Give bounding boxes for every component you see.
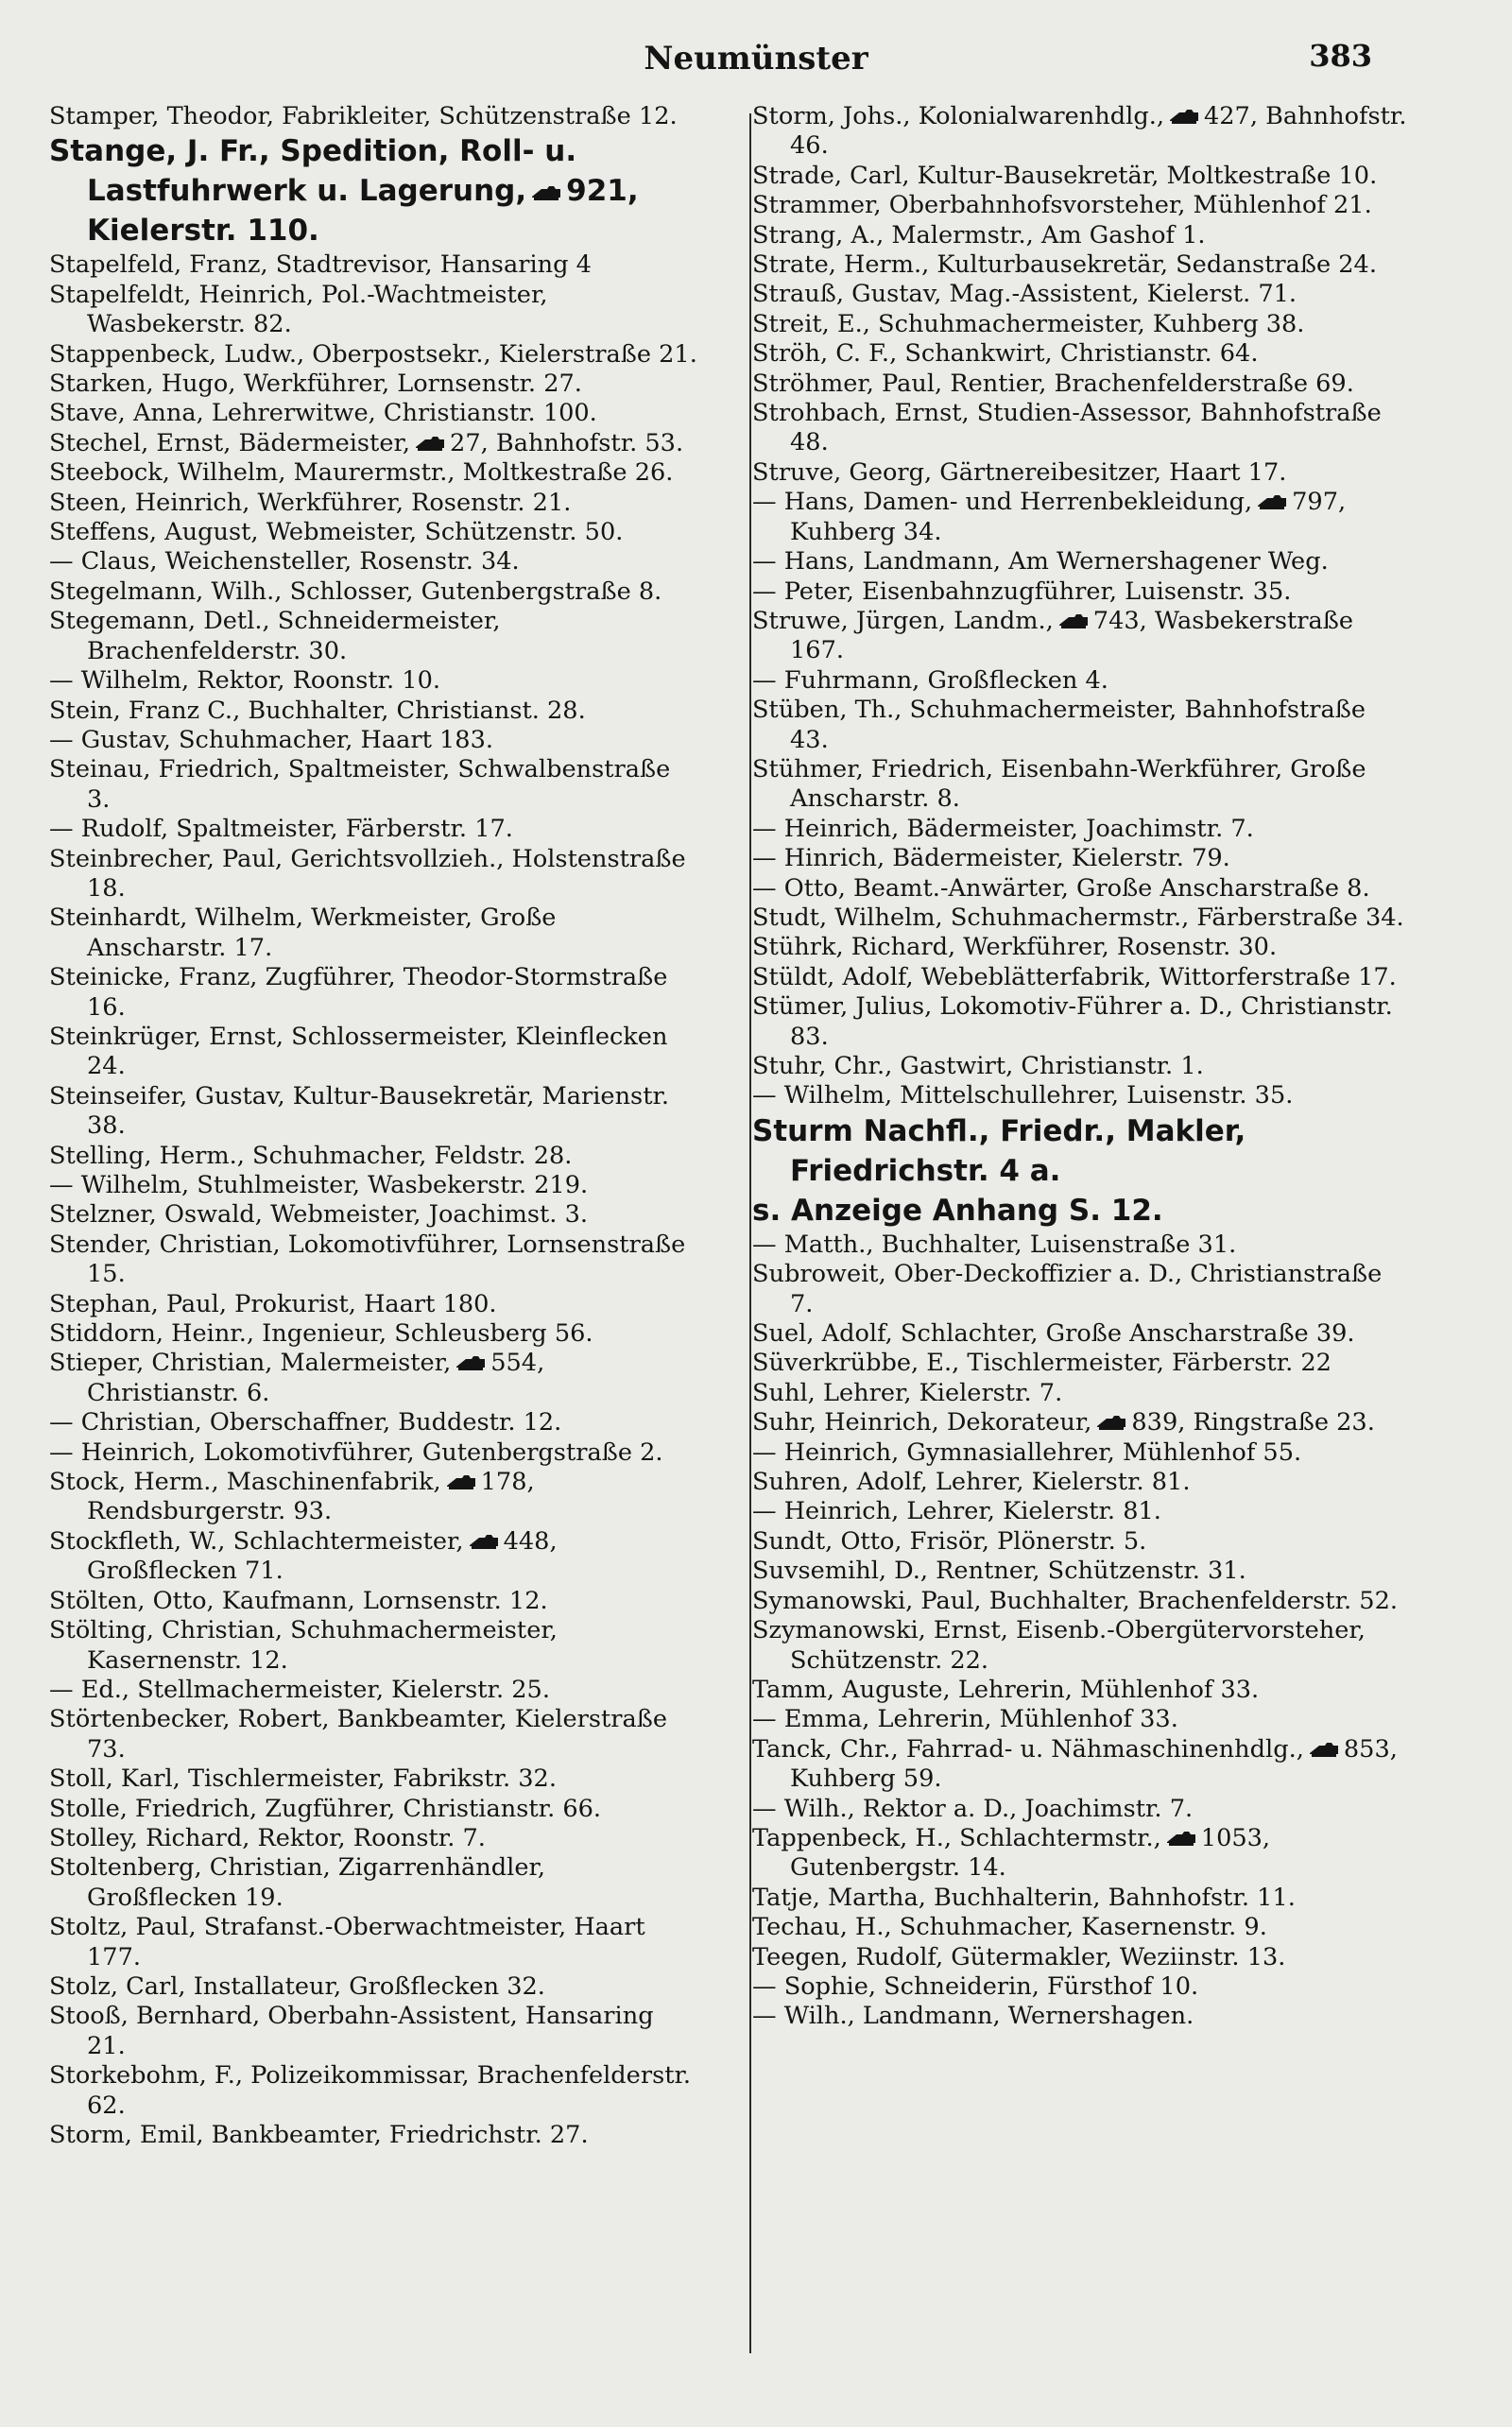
entry-text: — Ed., Stellmachermeister, Kielerstr. 25. [49, 1675, 550, 1704]
entry-text: Sturm Nachfl., Friedr., Makler, Friedrichstr. 4 a. [752, 1113, 1246, 1188]
entry-text: — Matth., Buchhalter, Luisenstraße 31. [752, 1230, 1237, 1259]
directory-entry [752, 1408, 1410, 1437]
directory-entry [752, 904, 1410, 933]
directory-entry [752, 191, 1410, 220]
directory-entry [752, 933, 1410, 962]
directory-entry [49, 963, 699, 1023]
directory-entry [49, 489, 699, 518]
directory-entry [752, 250, 1410, 280]
directory-entry [752, 1795, 1410, 1824]
page-number: 383 [1309, 38, 1372, 74]
directory-entry [752, 399, 1410, 458]
entry-text: Stühmer, Friedrich, Eisenbahn-Werkführer, Große Anscharstr. 8. [752, 754, 1366, 814]
directory-entry [752, 370, 1410, 399]
directory-entry [752, 2002, 1410, 2031]
entry-text: — Sophie, Schneiderin, Fürsthof 10. [752, 1971, 1199, 2001]
directory-entry [49, 1200, 699, 1230]
entry-text: Starken, Hugo, Werkführer, Lornsenstr. 27. [49, 370, 582, 399]
phone-number: 27 [450, 428, 481, 457]
directory-entry [49, 1972, 699, 2002]
entry-text: — Hans, Landmann, Am Wernershagener Weg. [752, 547, 1329, 577]
directory-entry [752, 280, 1410, 309]
entry-text: Stolley, Richard, Rektor, Roonstr. 7. [49, 1823, 486, 1852]
telephone-icon [468, 1534, 500, 1550]
directory-entry [752, 310, 1410, 339]
entry-text: Stiddorn, Heinr., Ingenieur, Schleusberg 56. [49, 1319, 593, 1349]
phone-number: 554 [490, 1349, 538, 1378]
directory-entry [49, 429, 699, 458]
entry-text: Stüldt, Adolf, Webeblätterfabrik, Wittorferstraße 17. [752, 962, 1397, 991]
directory-entry [49, 2002, 699, 2061]
entry-text: Suel, Adolf, Schlachter, Große Anscharstraße 39. [752, 1319, 1355, 1349]
entry-text: Stüben, Th., Schuhmachermeister, Bahnhofstraße 43. [752, 696, 1366, 754]
entry-text: Stock, Herm., Maschinenfabrik, [49, 1468, 441, 1497]
entry-text: Süverkrübbe, E., Tischlermeister, Färberstr. 22 [752, 1349, 1332, 1378]
entry-text: — Wilh., Landmann, Wernershagen. [752, 2002, 1194, 2031]
phone-number: 797 [1292, 488, 1338, 517]
directory-entry [49, 1705, 699, 1764]
column-divider [749, 113, 751, 2353]
entry-address: , Bahnhofstr. 46. [790, 102, 1407, 161]
entry-text: Suhr, Heinrich, Dekorateur, [752, 1408, 1092, 1437]
directory-entry [752, 1111, 1410, 1191]
directory-entry [752, 1052, 1410, 1081]
directory-entry [752, 102, 1410, 162]
directory-entry [49, 1676, 699, 1705]
directory-entry [752, 1319, 1410, 1349]
directory-entry [752, 339, 1410, 369]
directory-entry [49, 281, 699, 340]
entry-text: Strang, A., Malermstr., Am Gashof 1. [752, 220, 1206, 250]
directory-entry [752, 1913, 1410, 1942]
telephone-icon [1095, 1415, 1127, 1431]
entry-text: Strate, Herm., Kulturbausekretär, Sedanstraße 24. [752, 250, 1377, 280]
telephone-icon [445, 1474, 477, 1490]
directory-entry [49, 815, 699, 844]
directory-entry [752, 1587, 1410, 1616]
entry-text: Stappenbeck, Ludw., Oberpostsekr., Kielerstraße 21. [49, 339, 697, 369]
directory-entry [49, 102, 699, 131]
entry-text: Stegemann, Detl., Schneidermeister, Brachenfelderstr. 30. [49, 607, 501, 665]
entry-text: Techau, H., Schuhmacher, Kasernenstr. 9. [752, 1913, 1267, 1942]
directory-entry [752, 1972, 1410, 2002]
entry-text: Szymanowski, Ernst, Eisenb.-Obergütervorsteher, Schützenstr. 22. [752, 1616, 1366, 1675]
directory-entry [49, 1408, 699, 1437]
entry-text: Stein, Franz C., Buchhalter, Christianst. 28. [49, 696, 586, 725]
entry-text: — Hinrich, Bädermeister, Kielerstr. 79. [752, 844, 1230, 873]
entry-text: — Hans, Damen- und Herrenbekleidung, [752, 488, 1253, 517]
directory-entry [49, 1616, 699, 1676]
entry-address: , Großflecken 71. [87, 1526, 558, 1586]
directory-entry [49, 250, 699, 280]
entry-address: , Christianstr. 6. [87, 1349, 545, 1407]
phone-number: 921 [566, 174, 627, 209]
directory-entry [49, 1142, 699, 1171]
entry-address: , Kuhberg 34. [790, 488, 1347, 546]
directory-entry [49, 340, 699, 370]
entry-text: Tappenbeck, H., Schlachtermstr., [752, 1823, 1161, 1852]
entry-text: Teegen, Rudolf, Gütermakler, Weziinstr. 13. [752, 1942, 1286, 1971]
entry-text: Stange, J. Fr., Spedition, Roll- u. Lastfuhrwerk u. Lagerung, [49, 134, 577, 209]
entry-text: Störtenbecker, Robert, Bankbeamter, Kielerstraße 73. [49, 1705, 668, 1764]
entry-text: Stapelfeld, Franz, Stadtrevisor, Hansaring 4 [49, 250, 592, 280]
entry-text: Ströh, C. F., Schankwirt, Christianstr. 64. [752, 339, 1259, 369]
phone-number: 427 [1203, 102, 1250, 130]
entry-text: — Heinrich, Lokomotivführer, Gutenbergstraße 2. [49, 1437, 663, 1467]
entry-text: Stamper, Theodor, Fabrikleiter, Schützenstraße 12. [49, 102, 678, 130]
directory-entry [752, 815, 1410, 844]
entry-text: Tanck, Chr., Fahrrad- u. Nähmaschinenhdlg., [752, 1734, 1304, 1764]
directory-entry [752, 1468, 1410, 1497]
entry-text: Studt, Wilhelm, Schuhmachermstr., Färberstraße 34. [752, 903, 1404, 932]
directory-entry [752, 1081, 1410, 1110]
directory-entry [49, 1171, 699, 1200]
directory-entry [752, 874, 1410, 904]
telephone-icon [1057, 613, 1090, 629]
directory-entry [752, 1191, 1410, 1231]
directory-entry [752, 992, 1410, 1052]
entry-text: Steinseifer, Gustav, Kultur-Bausekretär, Marienstr. 38. [49, 1081, 670, 1141]
directory-entry [752, 666, 1410, 696]
directory-entry [752, 1824, 1410, 1884]
entry-text: Stümer, Julius, Lokomotiv-Führer a. D., Christianstr. 83. [752, 992, 1393, 1051]
directory-entry [49, 577, 699, 607]
directory-entry [49, 2121, 699, 2150]
right-column [752, 102, 1410, 2032]
directory-entry [752, 1884, 1410, 1913]
entry-text: — Emma, Lehrerin, Mühlenhof 33. [752, 1705, 1178, 1734]
entry-text: Stephan, Paul, Prokurist, Haart 180. [49, 1289, 497, 1318]
directory-entry [752, 1735, 1410, 1795]
page-header [0, 32, 1512, 89]
entry-text: — Peter, Eisenbahnzugführer, Luisenstr. 35. [752, 577, 1292, 606]
entry-text: Strade, Carl, Kultur-Bausekretär, Moltkestraße 10. [752, 161, 1378, 190]
entry-text: Stolz, Carl, Installateur, Großflecken 32. [49, 1971, 545, 2001]
entry-text: Sundt, Otto, Frisör, Plönerstr. 5. [752, 1526, 1147, 1556]
directory-entry [752, 1349, 1410, 1378]
entry-text: Suvsemihl, D., Rentner, Schützenstr. 31. [752, 1557, 1246, 1586]
entry-text: Stelling, Herm., Schuhmacher, Feldstr. 28. [49, 1141, 573, 1170]
directory-entry [49, 518, 699, 547]
directory-entry [49, 2061, 699, 2121]
entry-text: Strammer, Oberbahnhofsvorsteher, Mühlenhof 21. [752, 191, 1372, 220]
directory-entry [49, 904, 699, 963]
entry-text: Stoltz, Paul, Strafanst.-Oberwachtmeister, Haart 177. [49, 1913, 645, 1971]
directory-entry [752, 1616, 1410, 1676]
entry-address: , Bahnhofstr. 53. [480, 428, 684, 457]
entry-text: Stieper, Christian, Malermeister, [49, 1349, 452, 1378]
entry-text: Storkebohm, F., Polizeikommissar, Brachenfelderstr. 62. [49, 2061, 692, 2120]
directory-entry [49, 399, 699, 428]
entry-text: Steinhardt, Wilhelm, Werkmeister, Große Anscharstr. 17. [49, 904, 557, 962]
entry-text: Stölten, Otto, Kaufmann, Lornsenstr. 12. [49, 1586, 548, 1615]
entry-text: Stooß, Bernhard, Oberbahn-Assistent, Hansaring 21. [49, 2002, 654, 2060]
directory-entry [49, 1913, 699, 1972]
entry-text: Stockfleth, W., Schlachtermeister, [49, 1526, 464, 1556]
entry-text: Stegelmann, Wilh., Schlosser, Gutenbergstraße 8. [49, 577, 662, 606]
telephone-icon [1165, 1831, 1197, 1847]
entry-address: , Kuhberg 59. [790, 1734, 1398, 1794]
directory-entry [752, 221, 1410, 250]
directory-entry [752, 1557, 1410, 1586]
directory-entry [752, 844, 1410, 873]
entry-text: — Otto, Beamt.-Anwärter, Große Anscharstraße 8. [752, 873, 1370, 903]
directory-entry [49, 1587, 699, 1616]
directory-entry [752, 607, 1410, 666]
entry-address: , Kielerstr. 110. [87, 174, 639, 249]
entry-text: Stelzner, Oswald, Webmeister, Joachimst. 3. [49, 1200, 588, 1230]
entry-text: Struve, Georg, Gärtnereibesitzer, Haart 17. [752, 457, 1287, 487]
entry-text: Steinau, Friedrich, Spaltmeister, Schwalbenstraße 3. [49, 755, 671, 814]
entry-text: Steinbrecher, Paul, Gerichtsvollzieh., Holstenstraße 18. [49, 844, 686, 903]
entry-text: Stave, Anna, Lehrerwitwe, Christianstr. 100. [49, 399, 597, 428]
directory-entry [752, 1438, 1410, 1468]
directory-entry [752, 488, 1410, 547]
entry-text: Stuhr, Chr., Gastwirt, Christianstr. 1. [752, 1052, 1204, 1080]
directory-entry [49, 1082, 699, 1142]
page-title: Neumünster [644, 40, 868, 77]
directory-entry [752, 755, 1410, 815]
directory-entry [49, 458, 699, 488]
entry-text: Stoll, Karl, Tischlermeister, Fabrikstr. 32. [49, 1764, 557, 1794]
left-column [49, 102, 699, 2150]
entry-text: — Claus, Weichensteller, Rosenstr. 34. [49, 547, 520, 577]
directory-entry [752, 963, 1410, 992]
entry-text: — Heinrich, Gymnasiallehrer, Mühlenhof 55. [752, 1437, 1302, 1467]
phone-number: 1053 [1200, 1823, 1263, 1852]
entry-address: , Ringstraße 23. [1177, 1408, 1375, 1437]
entry-text: s. Anzeige Anhang S. 12. [752, 1193, 1163, 1228]
entry-text: Subroweit, Ober-Deckoffizier a. D., Christianstraße 7. [752, 1260, 1383, 1318]
directory-entry [49, 1468, 699, 1527]
entry-text: — Wilhelm, Mittelschullehrer, Luisenstr. 35. [752, 1081, 1294, 1110]
directory-entry [752, 1676, 1410, 1705]
directory-entry [49, 755, 699, 815]
directory-entry [49, 607, 699, 666]
phone-number: 839 [1131, 1408, 1178, 1437]
directory-entry [752, 1231, 1410, 1260]
entry-address: , Gutenbergstr. 14. [790, 1823, 1271, 1883]
phone-number: 178 [480, 1468, 527, 1497]
directory-entry [49, 1527, 699, 1587]
directory-entry [49, 726, 699, 755]
directory-entry [49, 1764, 699, 1794]
entry-text: Suhl, Lehrer, Kielerstr. 7. [752, 1378, 1063, 1407]
entry-text: Stührk, Richard, Werkführer, Rosenstr. 30. [752, 933, 1278, 962]
entry-text: Strohbach, Ernst, Studien-Assessor, Bahnhofstraße 48. [752, 399, 1382, 457]
directory-entry [49, 131, 699, 250]
directory-entry [752, 458, 1410, 488]
directory-entry [49, 1349, 699, 1408]
directory-entry [752, 547, 1410, 577]
entry-text: — Wilhelm, Stuhlmeister, Wasbekerstr. 219. [49, 1171, 589, 1199]
telephone-icon [1308, 1742, 1340, 1758]
directory-entry [752, 1260, 1410, 1319]
entry-text: — Wilh., Rektor a. D., Joachimstr. 7. [752, 1794, 1194, 1823]
entry-text: Storm, Johs., Kolonialwarenhdlg., [752, 102, 1164, 130]
entry-text: Stechel, Ernst, Bädermeister, [49, 428, 411, 457]
directory-entry [49, 1853, 699, 1913]
directory-entry [49, 845, 699, 904]
directory-entry [49, 1290, 699, 1319]
entry-text: Streit, E., Schuhmachermeister, Kuhberg 38. [752, 309, 1305, 338]
entry-text: Ströhmer, Paul, Rentier, Brachenfelderstraße 69. [752, 369, 1354, 398]
entry-text: Steinkrüger, Ernst, Schlossermeister, Kleinflecken 24. [49, 1022, 668, 1081]
phone-number: 743 [1092, 606, 1140, 635]
entry-text: Symanowski, Paul, Buchhalter, Brachenfelderstr. 52. [752, 1586, 1398, 1615]
entry-text: — Wilhelm, Rektor, Roonstr. 10. [49, 666, 441, 696]
directory-entry [752, 1943, 1410, 1972]
directory-entry [752, 1379, 1410, 1408]
entry-text: Steen, Heinrich, Werkführer, Rosenstr. 21. [49, 488, 572, 517]
entry-address: , Wasbekerstraße 167. [790, 606, 1353, 665]
entry-text: Steinicke, Franz, Zugführer, Theodor-Stormstraße 16. [49, 963, 668, 1022]
entry-text: Tamm, Auguste, Lehrerin, Mühlenhof 33. [752, 1675, 1260, 1704]
entry-text: — Rudolf, Spaltmeister, Färberstr. 17. [49, 815, 513, 844]
directory-entry [49, 547, 699, 577]
entry-text: — Gustav, Schuhmacher, Haart 183. [49, 725, 494, 754]
telephone-icon [414, 436, 446, 452]
entry-text: Struwe, Jürgen, Landm., [752, 606, 1054, 635]
entry-text: — Heinrich, Lehrer, Kielerstr. 81. [752, 1497, 1161, 1526]
entry-text: Steebock, Wilhelm, Maurermstr., Moltkestraße 26. [49, 458, 674, 488]
directory-entry [752, 1497, 1410, 1526]
entry-text: Storm, Emil, Bankbeamter, Friedrichstr. 27. [49, 2121, 589, 2149]
entry-address: , Rendsburgerstr. 93. [87, 1468, 535, 1526]
phone-number: 448 [503, 1526, 550, 1556]
directory-entry [752, 577, 1410, 607]
entry-text: — Fuhrmann, Großflecken 4. [752, 665, 1108, 695]
entry-text: Stoltenberg, Christian, Zigarrenhändler, Großflecken 19. [49, 1853, 546, 1912]
directory-entry [752, 1705, 1410, 1734]
telephone-icon [1168, 109, 1200, 125]
entry-text: Stolle, Friedrich, Zugführer, Christianstr. 66. [49, 1794, 602, 1823]
directory-entry [49, 1795, 699, 1824]
entry-text: Stender, Christian, Lokomotivführer, Lornsenstraße 15. [49, 1230, 686, 1289]
directory-entry [752, 1527, 1410, 1557]
entry-text: Steffens, August, Webmeister, Schützenstr. 50. [49, 518, 624, 547]
entry-text: Strauß, Gustav, Mag.-Assistent, Kielerst. 71. [752, 280, 1297, 309]
directory-entry [49, 666, 699, 696]
entry-text: Stapelfeldt, Heinrich, Pol.-Wachtmeister, Wasbekerstr. 82. [49, 280, 548, 339]
entry-text: — Christian, Oberschaffner, Buddestr. 12. [49, 1408, 562, 1437]
entry-text: Tatje, Martha, Buchhalterin, Bahnhofstr. 11. [752, 1883, 1296, 1912]
entry-text: Suhren, Adolf, Lehrer, Kielerstr. 81. [752, 1468, 1191, 1497]
directory-entry [752, 162, 1410, 191]
directory-entry [49, 697, 699, 726]
telephone-icon [455, 1355, 487, 1371]
directory-entry [49, 1231, 699, 1290]
directory-entry [752, 696, 1410, 755]
phone-number: 853 [1343, 1734, 1390, 1764]
directory-entry [49, 370, 699, 399]
entry-text: Stölting, Christian, Schuhmachermeister, Kasernenstr. 12. [49, 1616, 558, 1675]
directory-entry [49, 1824, 699, 1853]
entry-text: — Heinrich, Bädermeister, Joachimstr. 7. [752, 814, 1254, 843]
directory-entry [49, 1438, 699, 1468]
directory-entry [49, 1023, 699, 1082]
telephone-icon [1256, 494, 1288, 510]
telephone-icon [530, 185, 562, 201]
directory-entry [49, 1319, 699, 1349]
